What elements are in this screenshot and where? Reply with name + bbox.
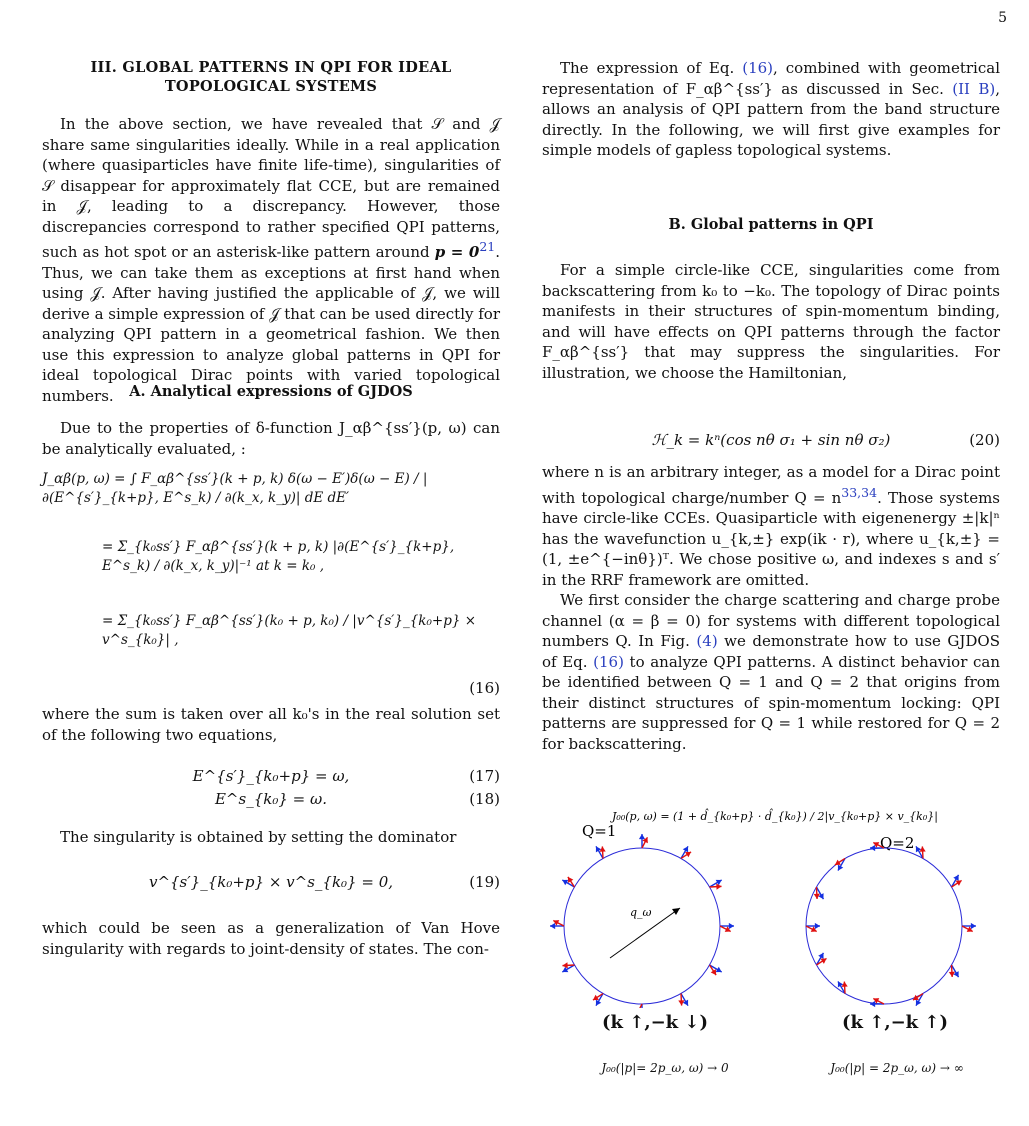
section-title: III. GLOBAL PATTERNS IN QPI FOR IDEAL TOPOLOGICAL SYSTEMS <box>90 59 452 95</box>
qpi-figure-svg <box>550 808 1000 1008</box>
paragraph-singularity: The singularity is obtained by setting the dominator <box>60 828 457 846</box>
paragraph-dirac-model: where n is an arbitrary integer, as a model for a Dirac point with topological charge/number Q = n$^{33,34}$. Those systems have circle-like CCEs. Quasiparticle with eigenenergy ±|k|ⁿ has the wavefunction u_{k,±} exp(ik · r), where u_{k,±} = (1, ±e^{−inθ})ᵀ. We chose positive ω, and indexes s and s′ in the RRF framework are omitted. <box>542 463 1000 589</box>
equation-19: v^{s′}_{k₀+p} × v^s_{k₀} = 0, (19) <box>148 873 500 891</box>
arrows1-red-3-shaft <box>637 1004 642 1008</box>
paragraph-gjdos: Due to the properties of δ-function J_αβ^{ss′}(p, ω) can be analytically evaluated, : <box>42 419 500 458</box>
page-number: 5 <box>998 10 1007 26</box>
citation-33-34[interactable]: 33,34 <box>841 484 878 500</box>
citation-21[interactable]: 21 <box>479 239 496 254</box>
equation-18: E^s_{k₀} = ω. (18) <box>214 790 500 808</box>
label-q1: Q=1 <box>582 822 617 840</box>
eq16-line2: = Σ_{k₀ss′} F_αβ^{ss′}(k + p, k) |∂(E^{s′}_{k+p}, E^s_k) / ∂(k_x, k_y)|⁻¹ at k = k₀ , <box>102 539 455 574</box>
arrows1-blue-9-icon <box>639 834 645 839</box>
paragraph-expression: The expression of Eq. (16), combined with geometrical representation of F_αβ^{ss′} as discussed in Sec. (II B), allows an analysis of QPI pattern from the band structure directly. In the following, we will first give examples for simple models of gapless topological systems. <box>542 59 1000 159</box>
eq-ref-16b[interactable]: (16) <box>593 652 624 671</box>
paragraph-intro: In the above section, we have revealed that 𝒮 and 𝒥 share same singularities ideally. While in a real application (where quasiparticles have finite life-time), singularities of 𝒮 disappear for approximately flat CCE, but are remained in 𝒥, leading to a discrepancy. However, those discrepancies correspond to rather specified QPI patterns, such as hot spot or an asterisk-like pattern around p = 0$^{21}$. Thus, we can take them as exceptions at first hand when using 𝒥. After having justified the applicable of 𝒥, we will derive a simple expression of 𝒥 that can be used directly for analyzing QPI pattern in a geometrical fashion. We then use this expression to analyze global patterns in QPI for ideal topological Dirac points with varied topological numbers. <box>42 115 500 405</box>
equation-20: ℋ_k = kⁿ(cos nθ σ₁ + sin nθ σ₂) (20) <box>651 431 1000 449</box>
section-ref-IIB[interactable]: (II B) <box>952 79 996 98</box>
radius-arrowhead-icon <box>672 908 680 915</box>
subsection-title-b: B. Global patterns in QPI <box>668 216 874 233</box>
arrows2-blue-6-icon <box>815 923 820 929</box>
arrows2-blue-0-icon <box>971 923 976 929</box>
spin-arrows-q2 <box>806 842 976 1007</box>
limit-q2: J₀₀(|p| = 2p_ω, ω) → ∞ <box>830 1061 964 1075</box>
cce-circle-q1 <box>564 848 720 1004</box>
paragraph-van-hove: which could be seen as a generalization of Van Hove singularity with regards to joint-density of states. The con- <box>42 919 500 958</box>
eq16-line1: J_αβ(p, ω) = ∫ F_αβ^{ss′}(k + p, k) δ(ω − E′)δ(ω − E) / |∂(E^{s′}_{k+p}, E^s_k) / ∂(k_x, k_y)| dE dE′ <box>42 471 428 506</box>
arrows1-blue-6-icon <box>550 923 555 929</box>
eq-ref-16[interactable]: (16) <box>742 59 774 77</box>
figure-4 <box>550 808 1000 1075</box>
eq16-number: (16) <box>469 679 500 697</box>
paragraph-solution-set: where the sum is taken over all k₀'s in the real solution set of the following two equations, <box>42 705 500 744</box>
limit-q1: J₀₀(|p|= 2p_ω, ω) → 0 <box>601 1061 729 1075</box>
equation-17: E^{s′}_{k₀+p} = ω, (17) <box>192 767 500 785</box>
paragraph-circle-cce: For a simple circle-like CCE, singularities come from backscattering from k₀ to −k₀. The topology of Dirac points manifests in their structures of spin-momentum binding, and will have effects on QPI patterns through the factor F_αβ^{ss′} that may suppress the singularities. For illustration, we choose the Hamiltonian, <box>542 261 1000 382</box>
equation-16 <box>42 470 500 650</box>
figure-ref-4[interactable]: (4) <box>696 632 718 650</box>
paragraph-charge-scattering: We first consider the charge scattering and charge probe channel (α = β = 0) for systems with different topological numbers Q. In Fig. (4) we demonstrate how to use GJDOS of Eq. (16) to analyze QPI patterns. A distinct behavior can be identified between Q = 1 and Q = 2 that origins from their distinct structures of spin-momentum locking: QPI patterns are suppressed for Q = 1 while restored for Q = 2 for backscattering. <box>542 591 1000 753</box>
radius-label: q_ω <box>630 906 652 919</box>
spin-arrows-q1 <box>550 834 734 1008</box>
cce-circle-q2 <box>806 848 962 1004</box>
caption-q1: (k ↑,−k ↓) <box>601 1012 709 1033</box>
eq16-line3: = Σ_{k₀ss′} F_αβ^{ss′}(k₀ + p, k₀) / |v^{s′}_{k₀+p} × v^s_{k₀}| , <box>102 613 477 648</box>
arrows2-blue-9-icon <box>870 845 875 851</box>
arrows1-blue-0-icon <box>729 923 734 929</box>
subsection-title-a: A. Analytical expressions of GJDOS <box>129 383 413 400</box>
arrows2-blue-3-icon <box>870 1001 875 1007</box>
caption-q2: (k ↑,−k ↑) <box>841 1012 949 1033</box>
figure-formula: J₀₀(p, ω) = (1 + d̂_{k₀+p} · d̂_{k₀}) / 2|v_{k₀+p} × v_{k₀}| <box>612 810 938 823</box>
label-q2: Q=2 <box>880 834 915 852</box>
